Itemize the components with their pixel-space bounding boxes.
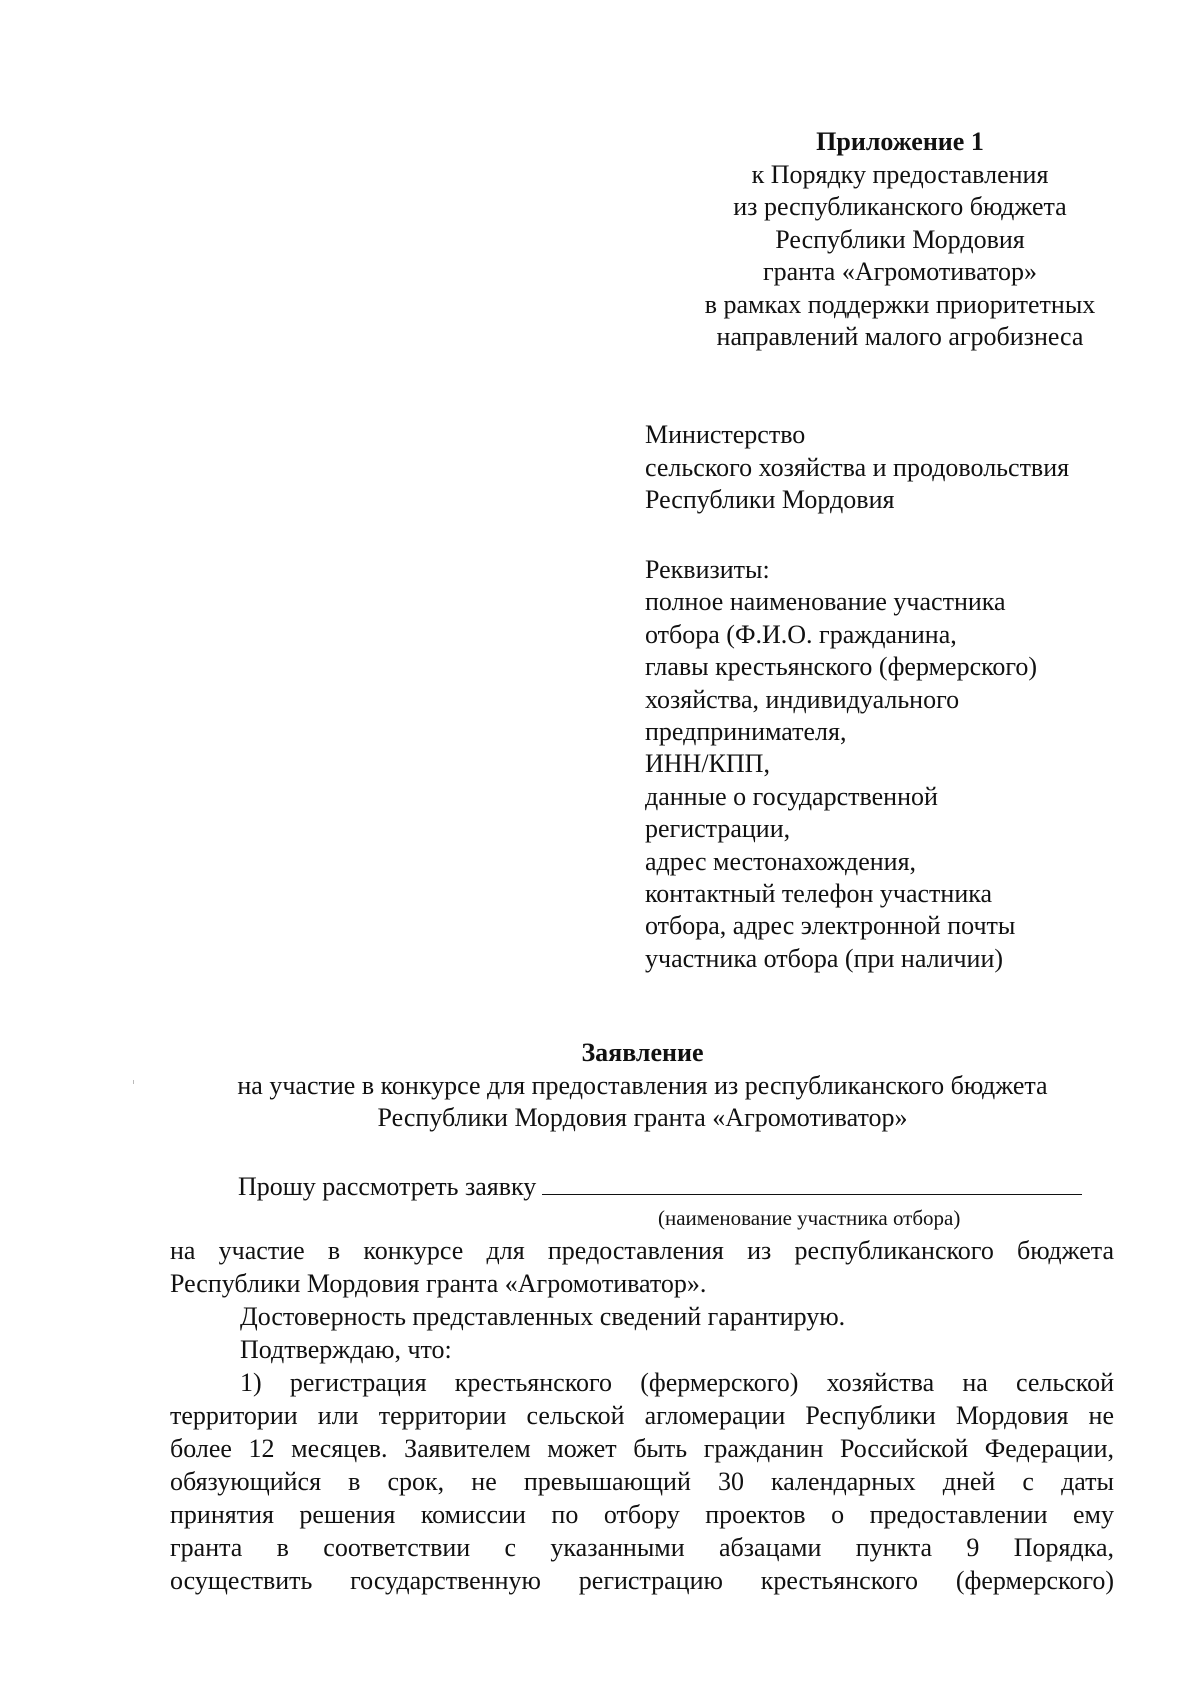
appendix-line: к Порядку предоставления xyxy=(751,159,1049,189)
requisites-block xyxy=(645,554,1185,975)
addressee-line: Министерство xyxy=(645,420,806,449)
requisites-line: контактный телефон участника xyxy=(645,879,993,909)
statement-title: Заявление xyxy=(581,1038,704,1067)
body-line: осуществить государственную регистрацию крестьянского (фермерского) xyxy=(170,1566,1114,1595)
statement-heading xyxy=(150,1037,1135,1135)
statement-line: на участие в конкурсе для предоставления из республиканского бюджета xyxy=(237,1070,1048,1100)
appendix-line: гранта «Агромотиватор» xyxy=(763,257,1037,286)
requisites-line: главы крестьянского (фермерского) xyxy=(645,652,1038,682)
addressee-line: сельского хозяйства и продовольствия xyxy=(645,452,1070,482)
appendix-line: Республики Мордовия xyxy=(775,224,1025,254)
body-line: принятия решения комиссии по отбору проектов о предоставлении ему xyxy=(170,1500,1114,1529)
addressee-block xyxy=(645,419,1185,517)
request-text: Прошу рассмотреть заявку xyxy=(238,1172,537,1201)
requisites-line: отбора (Ф.И.О. гражданина, xyxy=(645,619,957,649)
requisites-line: Реквизиты: xyxy=(645,555,770,584)
appendix-line: из республиканского бюджета xyxy=(733,192,1067,221)
requisites-line: хозяйства, индивидуального xyxy=(645,684,960,714)
body-line: более 12 месяцев. Заявителем может быть гражданин Российской Федерации, xyxy=(170,1434,1114,1463)
body-line: 1) регистрация крестьянского (фермерского) хозяйства на сельской xyxy=(240,1368,1114,1397)
body-line: гранта в соответствии с указанными абзацами пункта 9 Порядка, xyxy=(170,1533,1114,1562)
requisites-line: предпринимателя, xyxy=(645,717,847,747)
body-paragraph: Достоверность представленных сведений гарантирую. xyxy=(240,1302,846,1331)
scan-artifact xyxy=(133,1080,134,1084)
body-line: на участие в конкурсе для предоставления из республиканского бюджета xyxy=(170,1236,1114,1265)
appendix-line: в рамках поддержки приоритетных xyxy=(704,289,1096,319)
appendix-header xyxy=(660,126,1140,354)
requisites-line: данные о государственной xyxy=(645,781,938,811)
addressee-line: Республики Мордовия xyxy=(645,485,895,514)
request-line xyxy=(238,1171,1082,1203)
requisites-line: регистрации, xyxy=(645,814,791,844)
requisites-line: ИНН/КПП, xyxy=(645,749,770,779)
body-paragraph: Подтверждаю, что: xyxy=(240,1335,452,1364)
requisites-line: отбора, адрес электронной почты xyxy=(645,911,1016,941)
participant-name-blank[interactable] xyxy=(542,1172,1082,1195)
body-line: территории или территории сельской агломерации Республики Мордовия не xyxy=(170,1401,1114,1430)
statement-body xyxy=(170,1234,1114,1597)
participant-name-caption: (наименование участника отбора) xyxy=(658,1206,961,1230)
body-line: обязующийся в срок, не превышающий 30 календарных дней с даты xyxy=(170,1467,1114,1496)
statement-line: Республики Мордовия гранта «Агромотиватор» xyxy=(377,1103,908,1132)
requisites-line: адрес местонахождения, xyxy=(645,846,917,876)
body-line: Республики Мордовия гранта «Агромотиватор». xyxy=(170,1269,707,1298)
requisites-line: полное наименование участника xyxy=(645,587,1006,617)
appendix-title: Приложение 1 xyxy=(816,127,984,156)
appendix-line: направлений малого агробизнеса xyxy=(716,322,1084,351)
requisites-line: участника отбора (при наличии) xyxy=(645,943,1004,973)
